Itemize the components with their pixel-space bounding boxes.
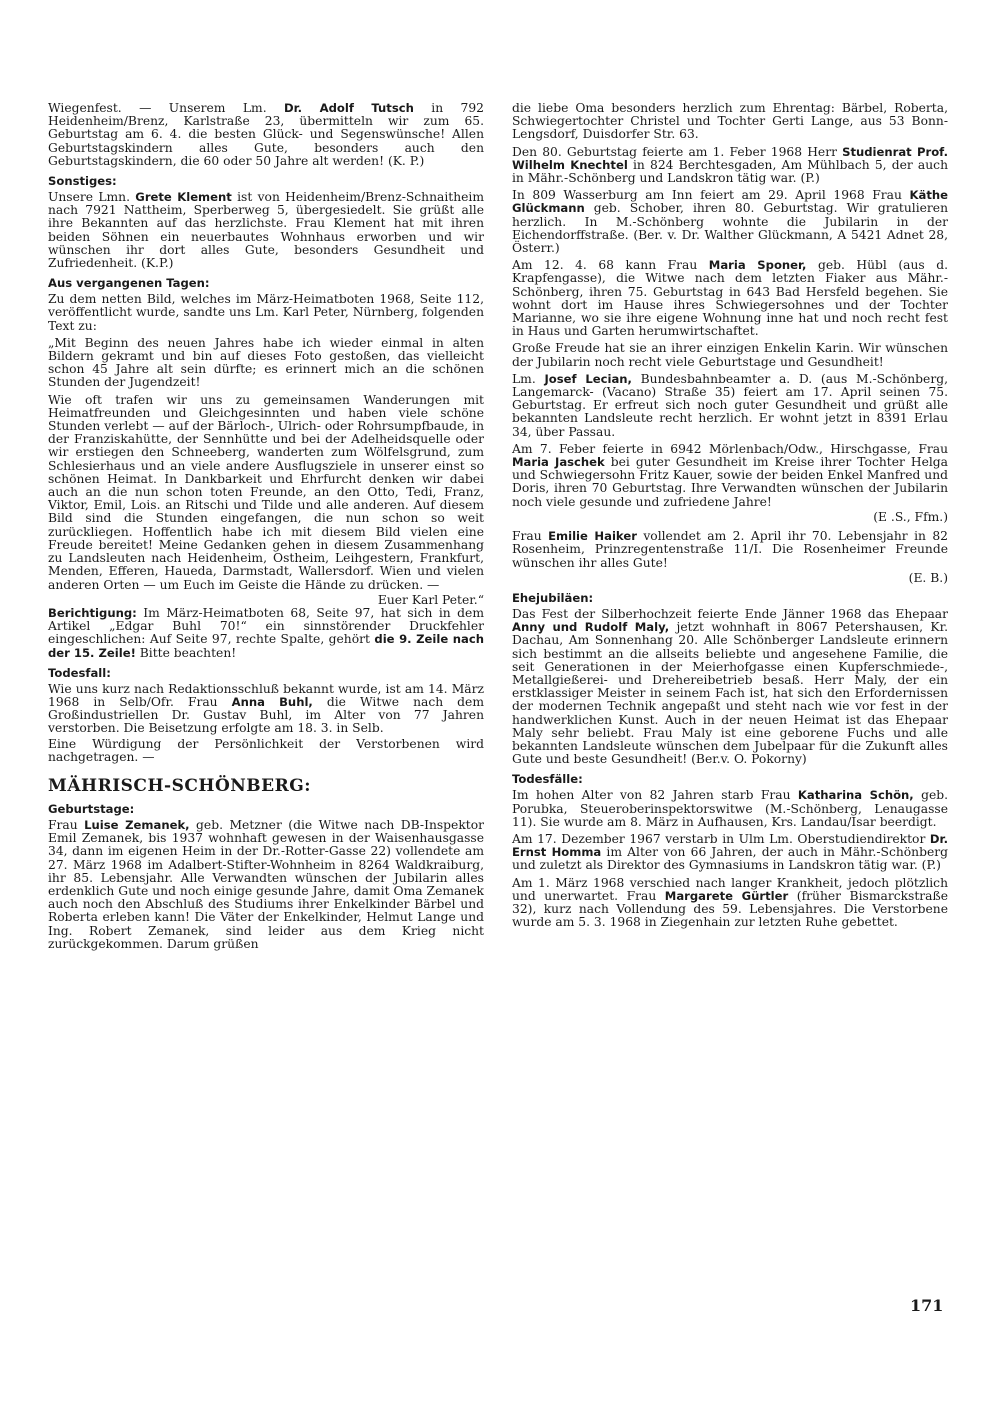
paragraph-glueckmann: In 809 Wasserburg am Inn feiert am 29. April 1968 Frau Käthe Glückmann geb. Schober, ihren 80. Geburtstag. Wir gratulieren herzlich. In M.-Schönberg wohnte die Jubilarin in der Eichendorffstraße. (Ber. v. Dr. Walther Glückmann, A 5421 Adnet 28, Österr.) [512,188,948,256]
paragraph-sponer: Am 12. 4. 68 kann Frau Maria Sponer, geb. Hübl (aus d. Krapfengasse), die Witwe nach dem letzten Fiaker aus Mähr.-Schönberg, ihren 75. Geburtstag in 643 Bad Hersfeld begehen. Sie wohnt dort im Hause ihres Schwiegersohnes und der Tochter Marianne, wo sie ihre eigene Wohnung inne hat und noch recht fest in Haus und Garten herumwirtschaftet. [512,258,949,339]
person-name: Käthe Glückmann [512,188,948,216]
paragraph-zemanek: Frau Luise Zemanek, geb. Metzner (die Witwe nach DB-Inspektor Emil Zemanek, bis 1937 wohnhaft gewesen in der Waisenhausgasse 34, dann im eigenen Heim in der Dr.-Rotter-Gasse 22) vollendete am 27. März 1968 im Adalbert-Stifter-Wohnheim in 8264 Waldkraiburg, ihr 85. Lebensjahr. Alle Verwandten wünschen der Jubilarin alles erdenklich Gute und noch einige gesunde Jahre, damit Oma Zemanek auch noch den Abschluß des Studiums ihrer Enkelkinder Bärbel und Roberta erleben kann! Die Väter der Enkelkinder, Helmut Lange und Ing. Robert Zemanek, sind leider aus dem Krieg nicht zurückgekommen. Darum grüßen [48,817,484,951]
paragraph-wanderungen: Wie oft trafen wir uns zu gemeinsamen Wanderungen mit Heimatfreunden und Gleichgesinnten und haben viele schöne Stunden verlebt — auf der Bärloch-, Ulrich- oder Rohrsumpfbaude, in der Franziskahütte, der Sennhütte und bei der Adelheidsquelle oder wir erstiegen den Schneeberg, wanderten zum Wölfelsgrund, zum Schlesierhaus und an viele andere Ausflugsziele in unserer einst so schönen Heimat. In Dankbarkeit und Ehrfurcht denken wir dabei auch an die nun schon toten Freunde, an den Otto, Tedi, Franz, Viktor, Emil, Lois. an Ritschi und Tilde und alle anderen. Auf diesem Bild sind die Stunden eingefangen, die nun schon so weit zurückliegen. Hoffentlich habe ich mit diesem Bild vielen eine Freude bereitet! Meine Gedanken gehen in diesem Zusammenhang zu Landsleuten nach Heidenheim, Ostheim, Leihgestern, Frankfurt, Menden, Efferen, Haueda, Darmstadt, Wallersdorf. Wien und vielen anderen Orten — um Euch im Geiste die Hände zu drücken. — [48,392,484,592]
section-title-maehrisch-schoenberg: MÄHRISCH-SCHÖNBERG: [48,775,312,796]
heading-sonstiges: Sonstiges: [48,174,117,189]
person-name: Katharina Schön, [797,788,914,803]
person-name: Anna Buhl, [231,694,313,709]
paragraph-quote-start: „Mit Beginn des neuen Jahres habe ich wieder einmal in alten Bildern gekramt und bin auf dieses Foto gestoßen, das vielleicht schon 45 Jahre alt sein dürfte; es erinnert mich an die schönen Stunden der Jugendzeit! [48,335,484,390]
heading-todesfall: Todesfall: [48,665,111,680]
paragraph-jaschek: Am 7. Feber feierte in 6942 Mörlenbach/Odw., Hirschgasse, Frau Maria Jaschek bei guter Gesundheit im Kreise ihrer Tochter Helga und Schwiegersohn Fritz Kauer, sowie der beiden Enkel Manfred und Doris, ihren 70 Geburtstag. Ihre Verwandten wünschen der Jubilarin noch viele gesunde und zufriedene Jahre! [512,441,948,509]
heading-todesfaelle: Todesfälle: [512,772,583,787]
person-name: Dr. Ernst Homma [512,831,948,860]
person-name: Maria Jaschek [512,455,605,470]
paragraph-klement: Unsere Lmn. Grete Klement ist von Heidenheim/Brenz-Schnaitheim nach 7921 Nattheim, Sperberweg 5, übergesiedelt. Sie grüßt alle ihre Bekannten auf das herzlichste. Frau Klement hat mit ihren beiden Söhnen ein neuerbautes Wohnhaus erworben und wir wünschen ihr dort alles Gute, besonders Gesundheit und Zufriedenheit. (K.P.) [48,190,484,271]
right-column [512,102,948,933]
paragraph-lecian: Lm. Josef Lecian, Bundesbahnbeamter a. D. (aus M.-Schönberg, Langemarck- (Vacano) Straße 35) feiert am 17. April seinen 75. Geburtstag. Er erfreut sich noch guter Gesundheit und grüßt alle bekannten Landsleute recht herzlich. Er wohnt jetzt in 8391 Erlau 34, über Passau. [512,371,948,439]
paragraph-haiker: Frau Emilie Haiker vollendet am 2. April ihr 70. Lebensjahr in 82 Rosenheim, Prinzregentenstraße 11/I. Die Rosenheimer Freunde wünschen ihr alles Gute! [512,529,948,570]
page-number: 171 [910,1296,944,1315]
paragraph-knechtel: Den 80. Geburtstag feierte am 1. Feber 1968 Herr Studienrat Prof. Wilhelm Knechtel in 824 Berchtesgaden, Am Mühlbach 5, der auch in Mähr.-Schönberg und Landskron tätig war. (P.) [512,144,948,186]
left-column [48,102,484,955]
paragraph-wuerdigung: Eine Würdigung der Persönlichkeit der Verstorbenen wird nachgetragen. — [48,736,484,764]
person-name: Emilie Haiker [548,529,637,544]
signature-karl-peter: Euer Karl Peter.“ [377,592,484,607]
person-name: Josef Lecian, [544,371,632,386]
paragraph-enkelin: Große Freude hat sie an ihrer einzigen Enkelin Karin. Wir wünschen der Jubilarin noch recht viele Geburtstage und Gesundheit! [512,341,948,369]
paragraph-tutsch: Wiegenfest. — Unserem Lm. Dr. Adolf Tutsch in 792 Heidenheim/Brenz, Karlstraße 23, übermitteln wir zum 65. Geburtstag am 6. 4. die besten Glück- und Segenswünsche! Allen Geburtstagskindern alles Gute, besonders auch den Geburtstagskindern, die 60 oder 50 Jahre alt werden! (K. P.) [48,101,484,168]
heading-geburtstage: Geburtstage: [48,801,135,816]
person-name: Studienrat Prof. Wilhelm Knechtel [512,144,948,172]
label-berichtigung: Berichtigung: [48,605,137,620]
signature-es-ffm: (E .S., Ffm.) [873,509,948,524]
heading-vergangene-tage: Aus vergangenen Tagen: [48,276,210,291]
person-name: Margarete Gürtler [664,888,789,903]
paragraph-schoen: Im hohen Alter von 82 Jahren starb Frau Katharina Schön, geb. Porubka, Steueroberinspektorswitwe (M.-Schönberg, Lenaugasse 11). Sie wurde am 8. März in Aufhausen, Krs. Landau/Isar beerdigt. [512,788,949,829]
paragraph-maly: Das Fest der Silberhochzeit feierte Ende Jänner 1968 das Ehepaar Anny und Rudolf Maly, jetzt wohnhaft in 8067 Petershausen, Kr. Dachau, Am Sonnenhang 20. Alle Schönberger Landsleute erinnern sich bestimmt an die allseits beliebte und angesehene Familie, die seit Generationen in der Meierhofgasse einen Kupferschmiede-, Metallgießerei- und Drehereibetrieb besaß. Herr Maly, der ein erstklassiger Meister in seinem Fach ist, hat sich den Erfordernissen der modernen Technik angepaßt und steht nach wie vor fest in der handwerklichen Kunst. Auch in der neuen Heimat ist das Ehepaar Maly sehr beliebt. Frau Maly ist eine geborene Fuchs und alle bekannten Landsleute wünschen dem Jubelpaar für die Zukunft alles Gute und beste Gesundheit! (Ber.v. O. Pokorny) [512,606,949,767]
person-name: Grete Klement [135,190,232,205]
person-name: Luise Zemanek, [84,817,190,832]
signature-eb: (E. B.) [908,570,948,585]
paragraph-buhl: Wie uns kurz nach Redaktionsschluß bekannt wurde, ist am 14. März 1968 in Selb/Ofr. Frau Anna Buhl, die Witwe nach dem Großindustriellen Dr. Gustav Buhl, im Alter von 77 Jahren verstorben. Die Beisetzung erfolgte am 18. 3. in Selb. [48,681,484,736]
paragraph-intro-bild: Zu dem netten Bild, welches im März-Heimatboten 1968, Seite 112, veröffentlicht wurde, sandte uns Lm. Karl Peter, Nürnberg, folgenden Text zu: [48,292,484,333]
person-name: Anny und Rudolf Maly, [512,620,670,635]
person-name: Dr. Adolf Tutsch [284,101,414,115]
paragraph-homma: Am 17. Dezember 1967 verstarb in Ulm Lm. Oberstudiendirektor Dr. Ernst Homma im Alter von 66 Jahren, der auch in Mähr.-Schönberg und zuletzt als Direktor des Gymnasiums in Landskron tätig war. (P.) [512,831,948,873]
person-name: Maria Sponer, [708,258,807,273]
paragraph-guertler: Am 1. März 1968 verschied nach langer Krankheit, jedoch plötzlich und unerwartet. Frau Margarete Gürtler (früher Bismarckstraße 32), kurz nach Vollendung des 59. Lebensjahres. Die Verstorbene wurde am 5. 3. 1968 in Ziegenhain zur letzten Ruhe gebettet. [512,875,948,930]
heading-ehejubilaeen: Ehejubiläen: [512,590,594,605]
correction-note: die 9. Zeile nach der 15. Zeile! [48,632,484,660]
paragraph-oma-gruesse: die liebe Oma besonders herzlich zum Ehrentag: Bärbel, Roberta, Schwiegertochter Christel und Tochter Gerti Lange, aus 53 Bonn-Lengsdorf, Duisdorfer Str. 63. [512,101,948,142]
paragraph-berichtigung: Berichtigung: Im März-Heimatboten 68, Seite 97, hat sich in dem Artikel „Edgar Buhl 70!“ ein sinnstörender Druckfehler eingeschlichen: Auf Seite 97, rechte Spalte, gehört die 9. Zeile nach der 15. Zeile! Bitte beachten! [48,605,484,660]
